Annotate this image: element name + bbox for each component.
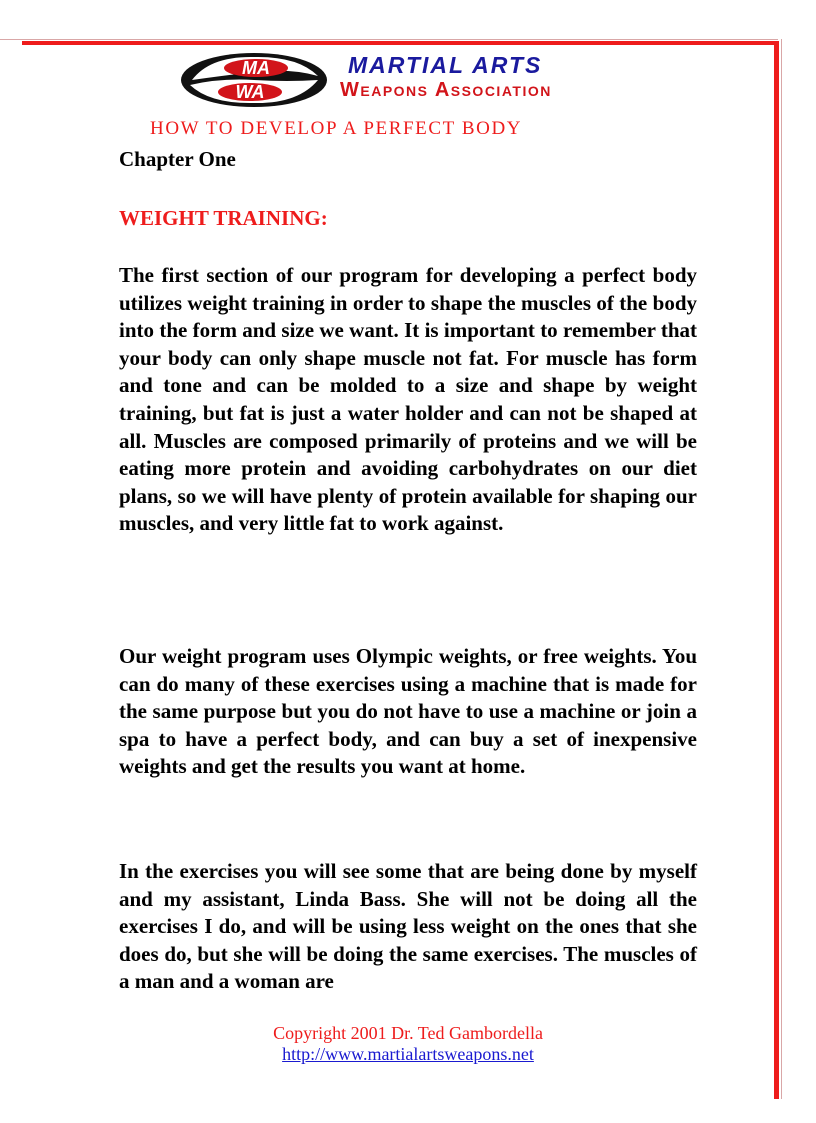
- page-footer: [0, 1023, 816, 1065]
- body-paragraph: In the exercises you will see some that are being done by myself and my assistant, Linda Bass. She will not be doing all the exercises I do, and will be using less weight on the ones that she does do, but she will be doing the same exercises. The muscles of a man and a woman are: [119, 859, 697, 994]
- logo-emblem-icon: [180, 52, 330, 108]
- body-paragraph: The first section of our program for developing a perfect body utilizes weight training in order to shape the muscles of the body into the form and size we want. It is important to remember that your body can only shape muscle not fat. For muscle has form and tone and can be molded to a size and shape by weight training, but fat is just a water holder and can not be shaped at all. Muscles are composed primarily of proteins and we will be eating more protein and avoiding carbohydrates on our diet plans, so we will have plenty of protein available for shaping our muscles, and very little fat to work against.: [119, 263, 697, 536]
- page-border-top-shadow: [0, 39, 778, 40]
- body-paragraph: Our weight program uses Olympic weights, or free weights. You can do many of these exercises using a machine that is made for the same purpose but you do not have to use a machine or join a spa to have a perfect body, and can buy a set of inexpensive weights and get the results you want at home.: [119, 644, 697, 779]
- page-border-top: [22, 41, 778, 45]
- page-border-right-shadow: [781, 39, 782, 1099]
- logo-emblem-top-text: MA: [242, 58, 270, 78]
- association-logo: [180, 52, 640, 108]
- logo-subtitle: Weapons Association: [340, 79, 552, 101]
- logo-title: MARTIAL ARTS: [348, 52, 543, 78]
- document-heading: HOW TO DEVELOP A PERFECT BODY: [150, 118, 523, 139]
- section-title: WEIGHT TRAINING:: [119, 206, 328, 230]
- chapter-title: Chapter One: [119, 147, 236, 171]
- copyright-text: Copyright 2001 Dr. Ted Gambordella: [273, 1023, 543, 1043]
- logo-emblem-bottom-text: WA: [235, 82, 265, 102]
- website-link[interactable]: http://www.martialartsweapons.net: [282, 1044, 534, 1064]
- page-border-right: [774, 41, 779, 1099]
